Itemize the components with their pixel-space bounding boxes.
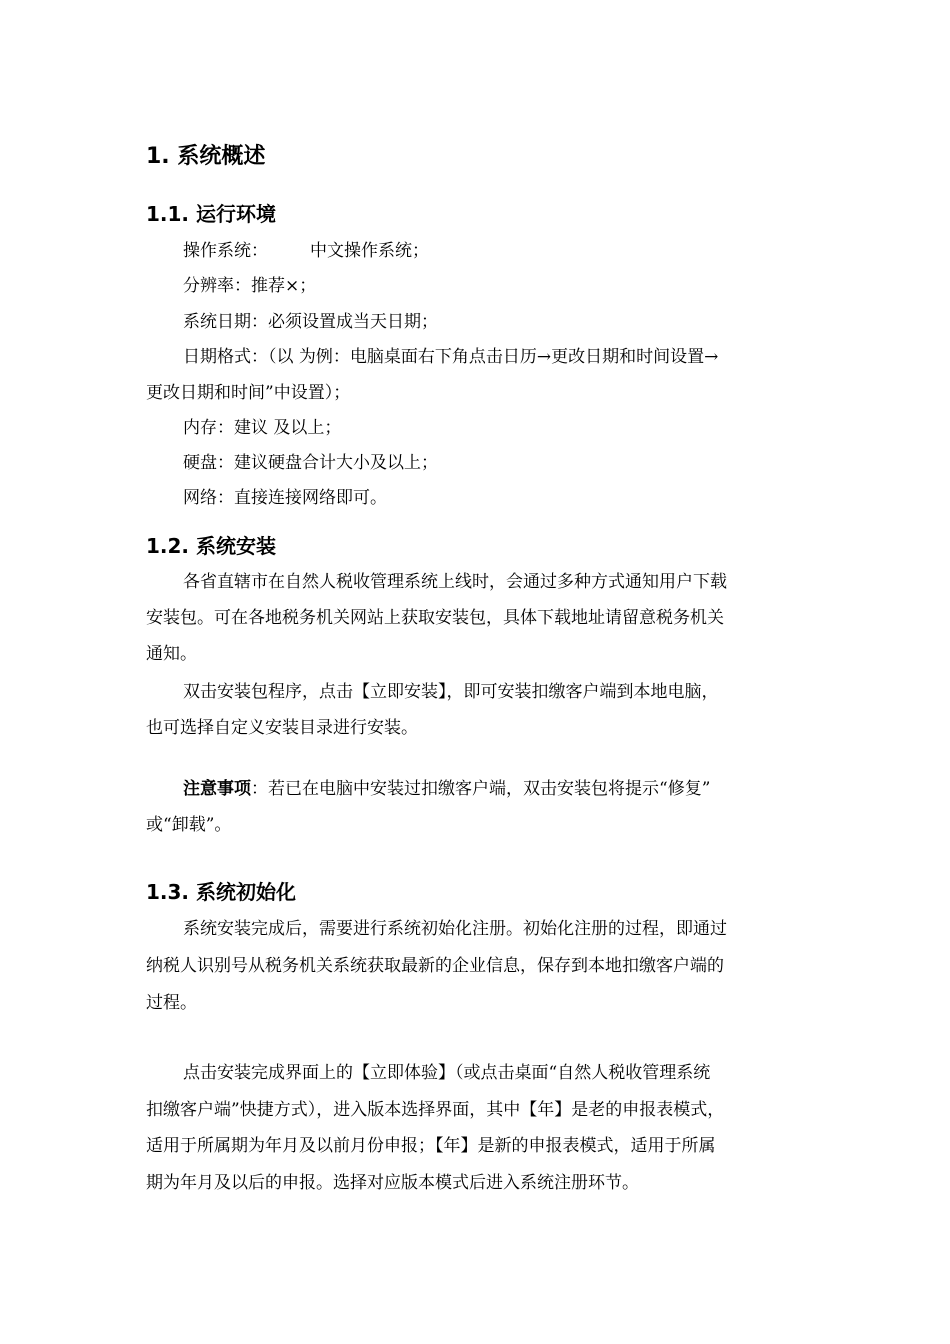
install-paragraph-1-line-2: 安装包。可在各地税务机关网站上获取安装包，具体下载地址请留意税务机关 [146,608,724,628]
init-paragraph-2-line-2: 扣缴客户端”快捷方式），进入版本选择界面，其中【年】是老的申报表模式， [146,1100,725,1120]
memory-line: 内存：建议 及以上； [183,418,342,438]
os-value: 中文操作系统； [310,241,429,261]
disk-line: 硬盘：建议硬盘合计大小及以上； [183,453,438,473]
install-note-line-2: 或“卸载”。 [146,815,232,835]
heading-runtime-environment: 1.1. 运行环境 [146,202,276,226]
resolution-line: 分辨率：推荐×； [183,276,317,296]
init-paragraph-2-line-4: 期为年月及以后的申报。选择对应版本模式后进入系统注册环节。 [146,1173,639,1193]
heading-system-overview: 1. 系统概述 [146,144,266,169]
init-paragraph-1-line-3: 过程。 [146,993,197,1013]
init-paragraph-2-line-3: 适用于所属期为年月及以前月份申报；【年】是新的申报表模式，适用于所属 [146,1136,716,1156]
install-note-label: 注意事项 [183,779,251,799]
os-line [183,239,429,263]
heading-system-installation: 1.2. 系统安装 [146,534,276,558]
install-paragraph-2-line-2: 也可选择自定义安装目录进行安装。 [146,718,418,738]
network-line: 网络：直接连接网络即可。 [183,488,387,508]
heading-system-initialization: 1.3. 系统初始化 [146,880,296,904]
install-note-text: ：若已在电脑中安装过扣缴客户端，双击安装包将提示“修复” [251,779,711,799]
date-format-line-2: 更改日期和时间”中设置）； [146,383,351,403]
os-label: 操作系统： [183,241,268,261]
install-paragraph-1-line-1: 各省直辖市在自然人税收管理系统上线时，会通过多种方式通知用户下载 [183,572,727,592]
init-paragraph-1-line-1: 系统安装完成后，需要进行系统初始化注册。初始化注册的过程，即通过 [183,919,727,939]
install-paragraph-1-line-3: 通知。 [146,644,197,664]
system-date-line: 系统日期：必须设置成当天日期； [183,312,438,332]
install-paragraph-2-line-1: 双击安装包程序，点击【立即安装】，即可安装扣缴客户端到本地电脑， [183,682,719,702]
init-paragraph-1-line-2: 纳税人识别号从税务机关系统获取最新的企业信息，保存到本地扣缴客户端的 [146,956,724,976]
init-paragraph-2-line-1: 点击安装完成界面上的【立即体验】（或点击桌面“自然人税收管理系统 [183,1063,711,1083]
date-format-line-1: 日期格式：（以 为例：电脑桌面右下角点击日历→更改日期和时间设置→ [183,347,719,367]
install-note-line-1 [183,777,710,801]
